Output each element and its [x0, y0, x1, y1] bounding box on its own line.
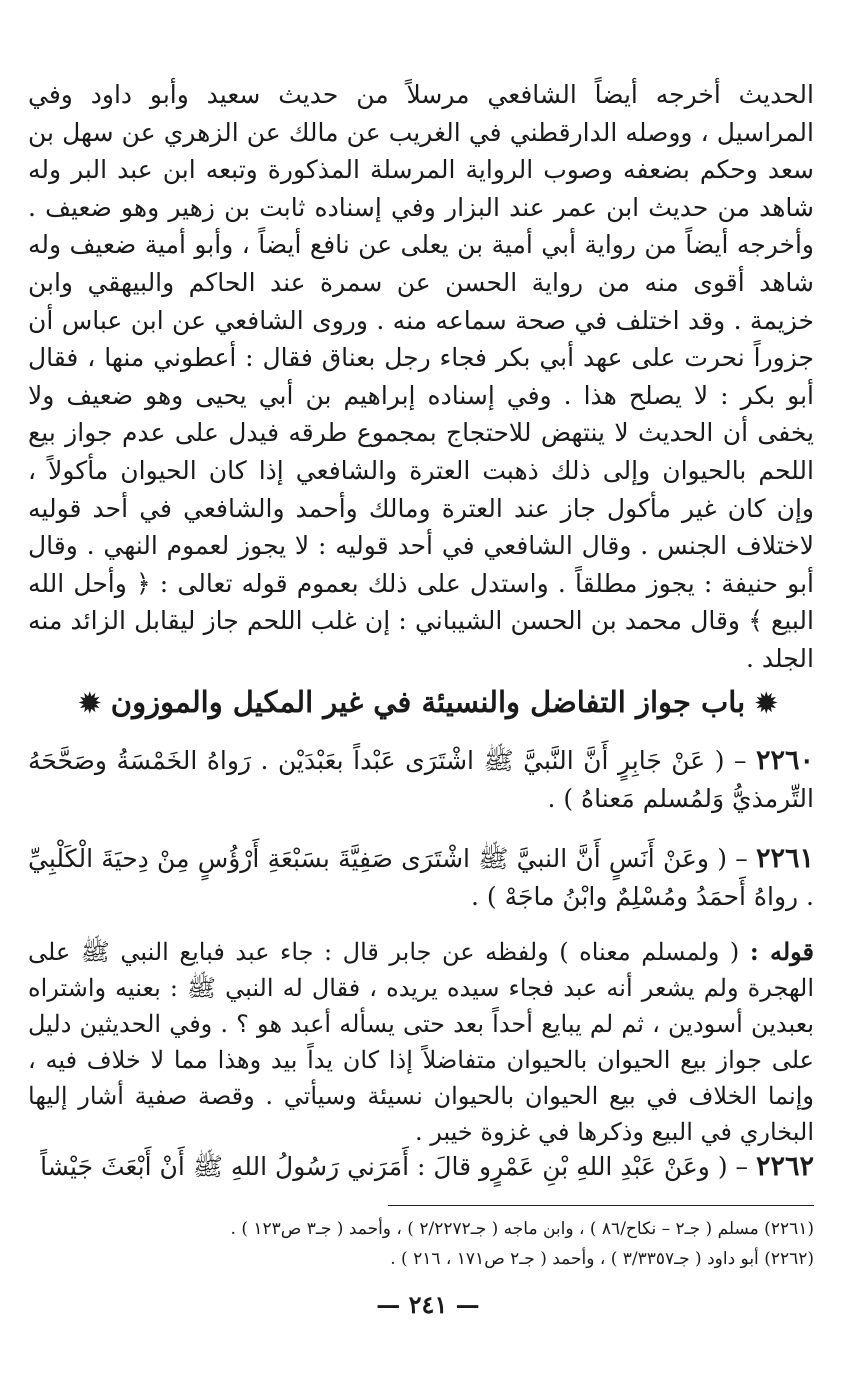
- footnotes: [28, 1214, 814, 1274]
- hadith-number: ٢٢٦١: [755, 843, 814, 874]
- commentary-paragraph: الحديث أخرجه أيضاً الشافعي مرسلاً من حديث سعيد وأبو داود وفي المراسيل ، ووصله الدارقطني في الغريب عن مالك عن الزهري عن سهل بن سعد وحكم بضعفه وصوب الرواية المرسلة المذكورة وتبعه ابن عبد البر وله شاهد من حديث ابن عمر عند البزار وفي إسناده ثابت بن زهير وهو ضعيف . وأخرجه أيضاً من رواية أبي أمية بن يعلى عن نافع أيضاً ، وأبو أمية ضعيف وله شاهد أقوى منه من رواية الحسن عن سمرة عند الحاكم والبيهقي وابن خزيمة . وقد اختلف في صحة سماعه منه . وروى الشافعي عن ابن عباس أن جزوراً نحرت على عهد أبي بكر فجاء رجل بعناق فقال : أعطوني منها ، فقال أبو بكر : لا يصلح هذا . وفي إسناده إبراهيم بن أبي يحيى وهو ضعيف ولا يخفى أن الحديث لا ينتهض للاحتجاج بمجموع طرقه فيدل على عدم جواز بيع اللحم بالحيوان وإلى ذلك ذهبت العترة والشافعي إذا كان الحيوان مأكولاً ، وإن كان غير مأكول جاز عند العترة ومالك وأحمد والشافعي في أحد قوليه لاختلاف الجنس . وقال الشافعي في أحد قوليه : لا يجوز لعموم النهي . وقال أبو حنيفة : يجوز مطلقاً . واستدل على ذلك بعموم قوله تعالى : ﴿ وأحل الله البيع ﴾ وقال محمد بن الحسن الشيباني : إن غلب اللحم جاز ليقابل الزائد منه الجلد .: [28, 80, 814, 673]
- footnote-divider: [388, 1205, 814, 1206]
- star-ornament-icon: ✹: [78, 689, 101, 719]
- star-ornament-icon: ✹: [755, 689, 778, 719]
- commentary-lead: قوله :: [749, 937, 815, 966]
- hadith-commentary: [28, 934, 814, 1150]
- footnote: (٢٢٦١) مسلم ( جـ٢ – نكاح/٨٦ ) ، وابن ماجه ( جـ٢/٢٢٧٢ ) ، وأحمد ( جـ٣ ص١٢٣ ) .: [230, 1219, 814, 1239]
- commentary-text: ( ولمسلم معناه ) ولفظه عن جابر قال : جاء عبد فبايع النبي ﷺ على الهجرة ولم يشعر أنه عبد فجاء سيده يريده ، فقال له النبي ﷺ : بعنيه واشتراه بعبدين أسودين ، ثم لم يبايع أحداً بعد حتى يسأله أعبد هو ؟ . وفي الحديثين دليل على جواز بيع الحيوان بالحيوان متفاضلاً إذا كان يداً بيد وهذا مما لا خلاف فيه ، وإنما الخلاف في بيع الحيوان بالحيوان نسيئة وسيأتي . وقصة صفية أشار إليها البخاري في البيع وذكرها في غزوة خيبر .: [28, 938, 814, 1146]
- hadith-text: – ( عَنْ جَابِرٍ أَنَّ النَّبيَّ ﷺ اشْتَرَى عَبْداً بعَبْدَيْن . رَواهُ الخَمْسَةُ وصَحَّحَهُ التِّرمذيُّ وَلمُسلم مَعناهُ ) .: [28, 746, 814, 813]
- hadith-number: ٢٢٦٢: [755, 1151, 814, 1182]
- footnote: (٢٢٦٢) أبو داود ( جـ٣/٣٣٥٧ ) ، وأحمد ( جـ٢ ص١٧١ ، ٢١٦ ) .: [390, 1249, 814, 1269]
- hadith-2260: [28, 742, 814, 818]
- section-heading: [40, 682, 816, 724]
- page-number: — ٢٤١ —: [376, 1290, 480, 1319]
- hadith-text: – ( وعَنْ أَنَسٍ أَنَّ النبيَّ ﷺ اشْتَرَى صَفِيَّةَ بسَبْعَةِ أَرْؤُسٍ مِنْ دِحيَةَ الْكَلْبِيِّ . رواهُ أَحمَدُ ومُسْلِمٌ وابْنُ ماجَهْ ) .: [28, 844, 814, 911]
- hadith-number: ٢٢٦٠: [755, 745, 814, 776]
- hadith-text: – ( وعَنْ عَبْدِ اللهِ بْنِ عَمْرٍو قالَ : أَمَرَني رَسُولُ اللهِ ﷺ أَنْ أَبْعَثَ جَيْشاً: [40, 1152, 749, 1181]
- section-title: باب جواز التفاضل والنسيئة في غير المكيل والموزون: [110, 685, 746, 719]
- hadith-2262: [28, 1148, 814, 1186]
- hadith-2261: [28, 840, 814, 916]
